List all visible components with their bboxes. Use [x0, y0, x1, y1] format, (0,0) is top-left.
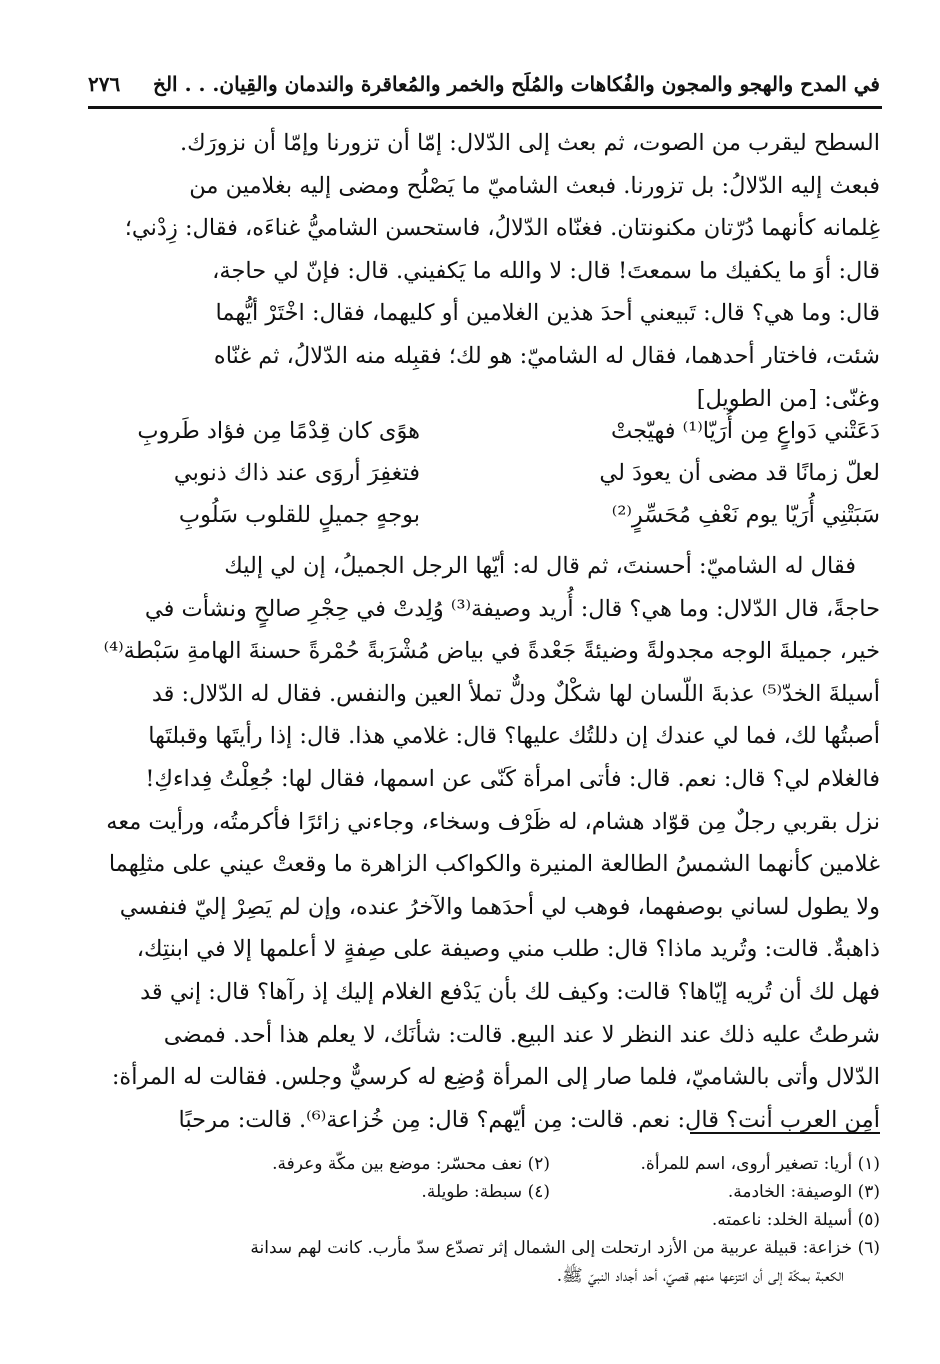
header-rule: [88, 106, 882, 109]
text-line: وغنّى: [من الطويل]: [696, 385, 880, 412]
poem: [80, 410, 880, 536]
text-line: شئت، فاختار أحدهما، فقال له الشاميّ: هو لك؛ فقبِله منه الدّلالُ، ثم غنّاه: [213, 342, 880, 369]
footnote-5: (٥) أسيلة الخلد: ناعمته.: [711, 1210, 880, 1230]
page-number: ٢٧٦: [88, 72, 121, 96]
verse-first-hemistich: دَعَتْني دَواعٍ مِن أُرَيّا⁽¹⁾ فهيّجتْ: [611, 418, 880, 444]
text-line: غلامين كأنهما الشمسُ الطالعة المنيرة والكواكب الزاهرة ما وقعتْ عيني على مثلِهما: [108, 851, 880, 878]
poem-verse: [80, 494, 880, 536]
footnote-row: [105, 1178, 880, 1206]
poem-verse: [80, 410, 880, 452]
text-line: ذاهبةٌ. قالت: وتُريد ماذا؟ قال: طلب مني وصيفة على صِفةٍ لا أعلمها إلا في ابنتِك،: [136, 936, 880, 963]
footnote-rule: [690, 1132, 880, 1134]
footnotes: [105, 1150, 880, 1290]
text-line: أمِن العرب أنت؟ قال: نعم. قالت: مِن أيّهم؟ قال: مِن خُزاعة⁽⁶⁾. قالت: مرحبًا: [178, 1106, 880, 1133]
verse-first-hemistich: سَبَتْنِي أُرَيّا يوم نَعْفِ مُحَسِّرٍ⁽²⁾: [611, 502, 880, 528]
text-line: قال: وما هي؟ قال: تَبيعني أحدَ هذين الغلامين أو كليهما، فقال: اخْتَرْ أيُّهما: [215, 300, 880, 327]
text-line: أصبتُها لك، فما لي عندك إن دللتُك عليها؟ قال: غلامي هذا. قال: إذا رأيتَها وقبلتَها: [148, 723, 880, 750]
verse-second-hemistich: فتغفِرَ أروَى عند ذاك ذنوبي: [173, 460, 420, 486]
text-line: خير، جميلةَ الوجه مجدولةً وضيئةً جَعْدةً في بياض مُشْرَبةً حُمْرةً حسنةَ الهامةِ سَبْطة⁽⁴⁾: [103, 638, 880, 665]
text-line: شرطتُ عليه ذلك عند النظر لا عند البيع. قالت: شأنَك، لا يعلم هذا أحد. فمضى: [163, 1021, 880, 1048]
text-line: فقال له الشاميّ: أحسنتَ، ثم قال له: أيّها الرجل الجميلُ، إن لي إليك: [224, 553, 856, 579]
text-line: غِلمانه كأنهما دُرّتان مكنونتان. فغنّاه الدّلالُ، فاستحسن الشاميُّ غناءَه، فقال: زِدْني؛: [124, 215, 880, 242]
running-title: في المدح والهجو والمجون والفُكاهات والمُلَح والخمر والمُعاقرة والندمان والقِيان. . . الخ: [153, 72, 880, 96]
verse-first-hemistich: لعلّ زمانًا قد مضى أن يعودَ لي: [599, 460, 880, 486]
footnote-6: (٦) خزاعة: قبيلة عربية من الأزد ارتحلت إلى الشمال إثر تصدّع سدّ مأرب. كانت لهم سدانة: [250, 1238, 880, 1258]
text-line: قال: أوَ ما يكفيك ما سمعتَ! قال: لا والله ما يَكفيني. قال: فإنّ لي حاجة،: [212, 257, 880, 284]
footnote-3: (٣) الوصيفة: الخادمة.: [727, 1182, 880, 1202]
text-line: فهل لك أن تُريه إيّاها؟ قالت: وكيف لك بأن يَدْفع الغلام إليك إذ رآها؟ قال: إني قد: [140, 978, 880, 1005]
footnote-row: [105, 1206, 880, 1234]
footnote-2: (٢) نعف محسّر: موضع بين مكّة وعرفة.: [272, 1154, 550, 1174]
text-line: فالغلام لي؟ قال: نعم. قال: فأتى امرأة كَنّى عن اسمها، فقال لها: جُعِلْتُ فِداءكِ!: [145, 765, 880, 792]
text-line: فبعث إليه الدّلالُ: بل تزورنا. فبعث الشاميّ ما يَصْلُح ومضى إليه بغلامين من: [189, 172, 880, 199]
text-line: أسيلةَ الخدّ⁽⁵⁾ عذبةَ اللّسان لها شكْلٌ ودلٌّ تملأ العين والنفس. فقال له الدّلال: قد: [151, 680, 880, 707]
verse-second-hemistich: هوًى كان قِدْمًا مِن فؤاد طَروبِ: [137, 418, 420, 444]
paragraph-2: [80, 545, 880, 1141]
paragraph-1: [80, 122, 880, 420]
poem-verse: [80, 452, 880, 494]
verse-second-hemistich: بوجهٍ جميلٍ للقلوب سَلُوبِ: [178, 502, 420, 528]
text-line: حاجةً، قال الدّلال: وما هي؟ قال: أُريد وصيفة⁽³⁾ وُلِدتْ في حِجْرِ صالحٍ ونشأت في: [144, 595, 880, 622]
footnote-1: (١) أريا: تصغير أروى، اسم للمرأة.: [640, 1154, 880, 1174]
text-line: الدّلال وأتى بالشاميّ، فلما صار إلى المرأة وُضِع له كرسيٌّ وجلس. فقالت له المرأة:: [111, 1064, 880, 1091]
running-header: [88, 64, 880, 104]
text-line: السطح ليقرب من الصوت، ثم بعث إلى الدّلال: إمّا أن تزورنا وإمّا أن نزورَك.: [180, 130, 880, 156]
footnote-row: [105, 1150, 880, 1178]
text-line: ولا يطول لساني بوصفهما، فوهب لي أحدَهما والآخرُ عنده، وإن لم يَصِرْ إليّ فنفسي: [119, 893, 880, 920]
text-line: نزل بقربي رجلٌ مِن قوّاد هشام، له ظَرْف وسخاء، وجاءني زائرًا فأكرمتُه، ورأيت معه: [106, 808, 880, 835]
footnote-6-continuation: الكعبة بمكّة إلى أن انتزعها منهم قصيّ، أحد أجداد النبيّ ﷺ.: [556, 1266, 844, 1286]
footnote-4: (٤) سبطة: طويلة.: [421, 1182, 550, 1202]
